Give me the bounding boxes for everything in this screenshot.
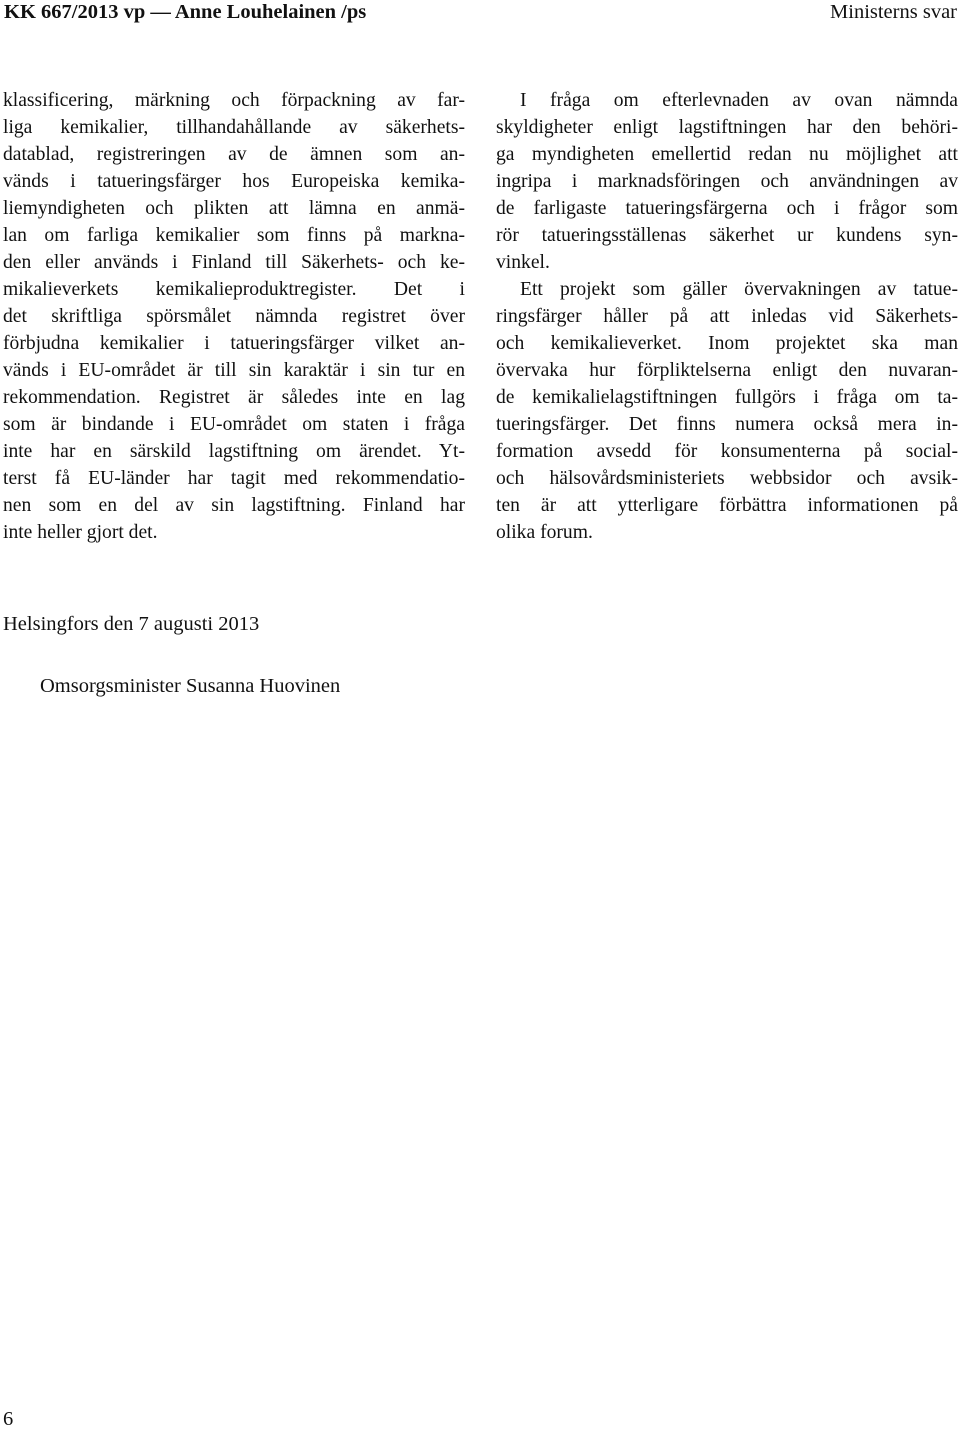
right-column-line: övervaka hur förpliktelserna enligt den nuvaran- xyxy=(496,360,958,381)
left-column-line: terst få EU-länder har tagit med rekommendatio- xyxy=(3,468,465,489)
right-column-line: vinkel. xyxy=(496,252,550,273)
left-column-line: som är bindande i EU-området om staten i fråga xyxy=(3,414,465,435)
left-column-line: inte har en särskild lagstiftning om ärendet. Yt- xyxy=(3,441,465,462)
right-column-line: Ett projekt som gäller övervakningen av tatue- xyxy=(520,279,958,300)
left-column-line: den eller används i Finland till Säkerhets- och ke- xyxy=(3,252,465,273)
left-column-line: det skriftliga spörsmålet nämnda registret över xyxy=(3,306,465,327)
left-column-line: rekommendation. Registret är således inte en lag xyxy=(3,387,465,408)
left-column-line: förbjudna kemikalier i tatueringsfärger vilket an- xyxy=(3,333,465,354)
right-column-line: I fråga om efterlevnaden av ovan nämnda xyxy=(520,90,958,111)
left-column-line: inte heller gjort det. xyxy=(3,522,158,543)
document-reference-header: KK 667/2013 vp — Anne Louhelainen /ps xyxy=(4,1,367,23)
left-column-line: datablad, registreringen av de ämnen som an- xyxy=(3,144,465,165)
right-column-line: ten är att ytterligare förbättra informationen på xyxy=(496,495,958,516)
left-column-line: mikalieverkets kemikalieproduktregister. Det i xyxy=(3,279,465,300)
right-column-line: ingripa i marknadsföringen och användningen av xyxy=(496,171,958,192)
left-column-line: klassificering, märkning och förpackning av far- xyxy=(3,90,465,111)
left-column-line: nen som en del av sin lagstiftning. Finland har xyxy=(3,495,465,516)
right-column-line: ringsfärger håller på att inledas vid Säkerhets- xyxy=(496,306,958,327)
right-column-line: skyldigheter enligt lagstiftningen har den behöri- xyxy=(496,117,958,138)
place-and-date: Helsingfors den 7 augusti 2013 xyxy=(3,613,260,635)
right-column-line: olika forum. xyxy=(496,522,593,543)
section-title-header: Ministerns svar xyxy=(830,1,957,23)
right-column-line: rör tatueringsställenas säkerhet ur kundens syn- xyxy=(496,225,958,246)
right-column-line: och hälsovårdsministeriets webbsidor och avsik- xyxy=(496,468,958,489)
left-column-line: vänds i tatueringsfärger hos Europeiska kemika- xyxy=(3,171,465,192)
right-column-line: ga myndigheten emellertid redan nu möjlighet att xyxy=(496,144,958,165)
page-number: 6 xyxy=(3,1408,14,1430)
right-column-line: de farligaste tatueringsfärgerna och i frågor som xyxy=(496,198,958,219)
left-column-line: lan om farliga kemikalier som finns på markna- xyxy=(3,225,465,246)
left-text-column xyxy=(3,87,465,546)
right-column-line: formation avsedd för konsumenterna på social- xyxy=(496,441,958,462)
left-column-line: liemyndigheten och plikten att lämna en anmä- xyxy=(3,198,465,219)
right-column-line: tueringsfärger. Det finns numera också mera in- xyxy=(496,414,958,435)
right-column-line: och kemikalieverket. Inom projektet ska man xyxy=(496,333,958,354)
left-column-line: vänds i EU-området är till sin karaktär i sin tur en xyxy=(3,360,465,381)
right-column-line: de kemikalielagstiftningen fullgörs i fråga om ta- xyxy=(496,387,958,408)
minister-signature: Omsorgsminister Susanna Huovinen xyxy=(40,675,341,697)
left-column-line: liga kemikalier, tillhandahållande av säkerhets- xyxy=(3,117,465,138)
right-text-column xyxy=(496,87,958,546)
